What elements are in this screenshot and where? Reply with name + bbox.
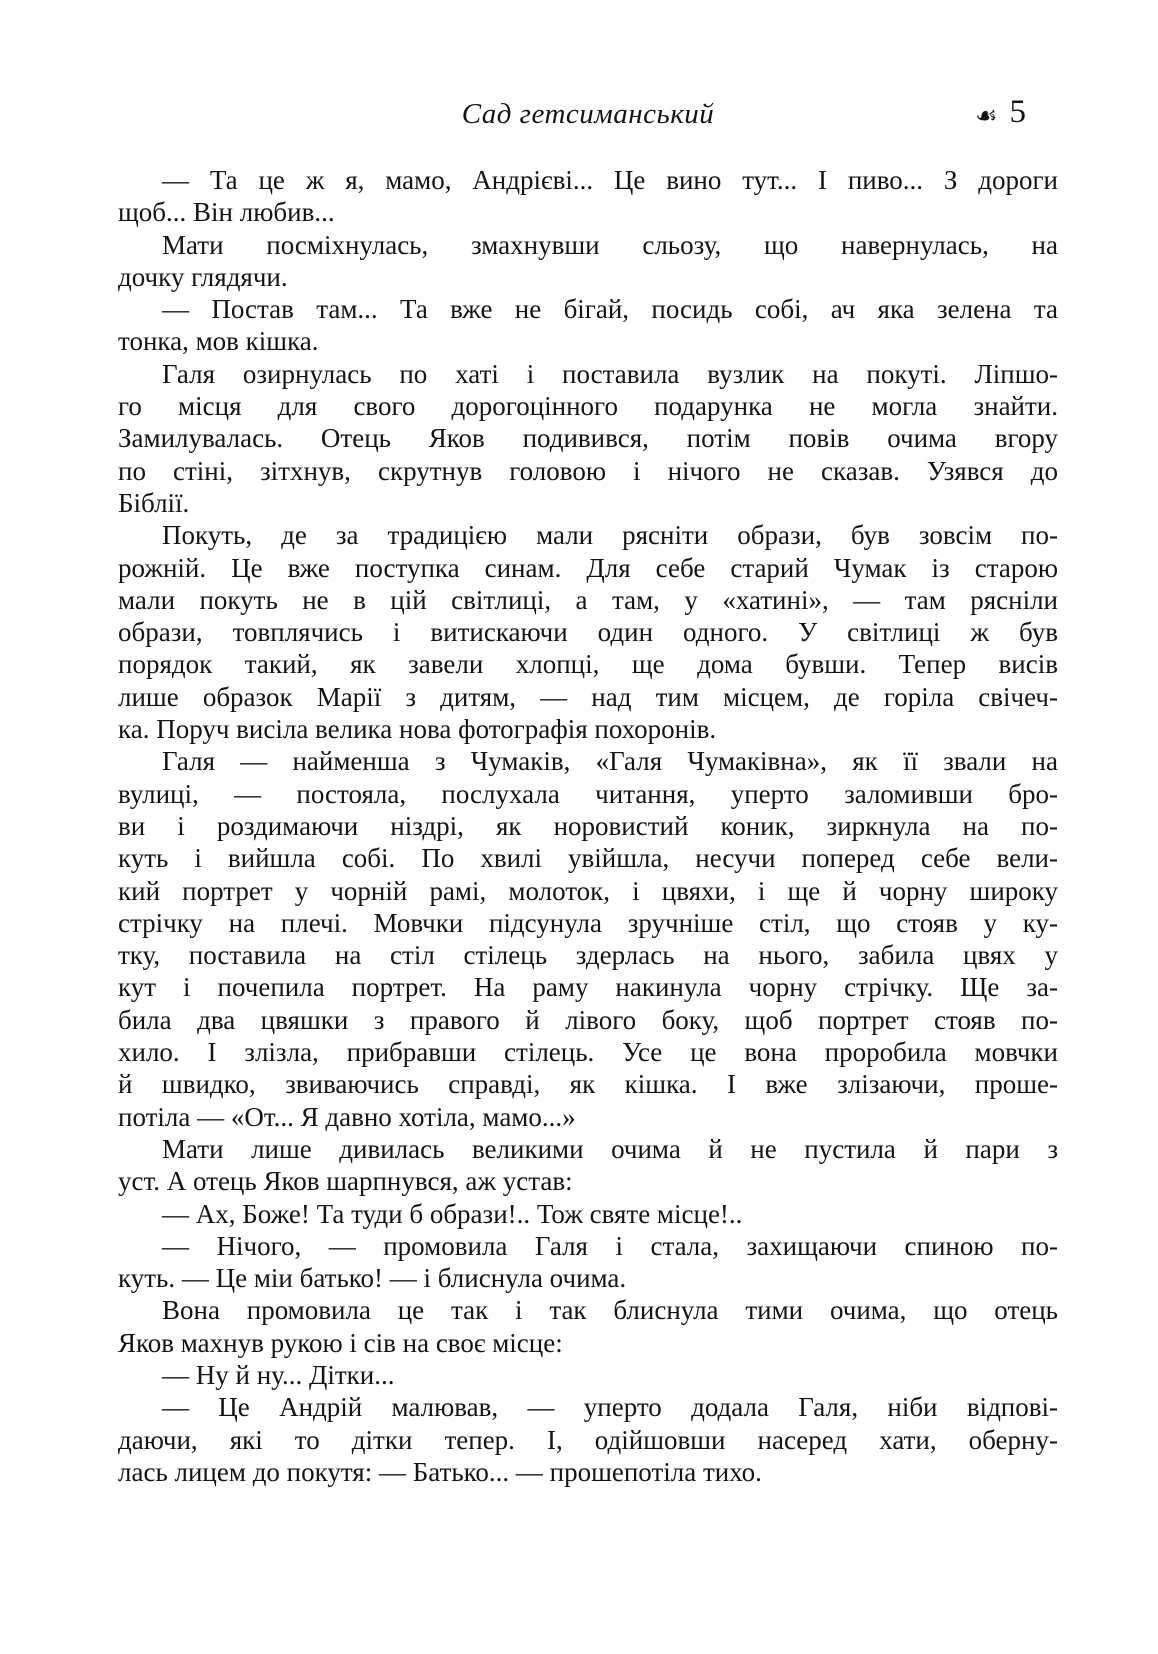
paragraph bbox=[118, 229, 1058, 294]
text-line: кут і почепила портрет. На раму накинула чорну стрічку. Ще за- bbox=[118, 972, 1058, 1003]
paragraph bbox=[118, 745, 1058, 1133]
text-line: Галя — найменша з Чумаків, «Галя Чумаківна», як її звали на bbox=[162, 746, 1058, 777]
text-line: хило. І злізла, прибравши стілець. Усе це вона проробила мовчки bbox=[118, 1037, 1058, 1068]
body-text bbox=[118, 164, 1058, 1488]
text-line: куть. — Це міи батько! — і блиснула очима. bbox=[118, 1263, 627, 1294]
running-title: Сад гетсиманський bbox=[461, 98, 715, 130]
text-line: ви і роздимаючи ніздрі, як норовистий коник, зиркнула на по- bbox=[118, 810, 1058, 841]
text-line: щоб... Він любив... bbox=[118, 197, 335, 228]
text-line: мали покуть не в цій світлиці, а там, у «хатині», — там рясніли bbox=[118, 584, 1058, 615]
paragraph bbox=[118, 1198, 1058, 1230]
text-line: ка. Поруч висіла велика нова фотографія похоронів. bbox=[118, 714, 717, 745]
text-line: била два цвяшки з правого й лівого боку, щоб портрет стояв по- bbox=[118, 1004, 1058, 1035]
paragraph bbox=[118, 519, 1058, 745]
page-number: 5 bbox=[1009, 94, 1026, 130]
text-line: стрічку на плечі. Мовчки підсунула зручніше стіл, що стояв у ку- bbox=[118, 907, 1058, 938]
text-line: Яков махнув рукою і сів на своє місце: bbox=[118, 1327, 563, 1358]
text-line: лась лицем до покутя: — Батько... — прошепотіла тихо. bbox=[118, 1456, 762, 1487]
text-line: даючи, які то дітки тепер. І, одійшовши насеред хати, оберну- bbox=[118, 1424, 1058, 1455]
text-line: кий портрет у чорній рамі, молоток, і цвяхи, і ще й чорну широку bbox=[118, 875, 1058, 906]
text-line: по стіні, зітхнув, скрутнув головою і нічого не сказав. Узявся до bbox=[118, 455, 1058, 486]
text-line: Вона промовила це так і так блиснула тими очима, що отець bbox=[162, 1295, 1058, 1326]
text-line: Біблії. bbox=[118, 487, 190, 518]
text-line: Мати посміхнулась, змахнувши сльозу, що навернулась, на bbox=[162, 229, 1058, 260]
text-line: уст. А отець Яков шарпнувся, аж устав: bbox=[118, 1166, 573, 1197]
fleuron-ornament-icon: ☙ bbox=[975, 101, 998, 130]
text-line: — Постав там... Та вже не бігай, посидь собі, ач яка зелена та bbox=[162, 294, 1058, 325]
text-line: дочку глядячи. bbox=[118, 261, 288, 292]
text-line: й швидко, звиваючись справді, як кішка. І вже злізаючи, проше- bbox=[118, 1069, 1058, 1100]
paragraph bbox=[118, 1230, 1058, 1295]
text-line: куть і вийшла собі. По хвилі увійшла, несучи поперед себе вели- bbox=[118, 843, 1058, 874]
paragraph bbox=[118, 358, 1058, 519]
text-line: потіла — «От... Я давно хотіла, мамо...» bbox=[118, 1101, 576, 1132]
text-line: — Та це ж я, мамо, Андрієві... Це вино тут... І пиво... З дороги bbox=[162, 165, 1058, 195]
page-header bbox=[118, 94, 1058, 134]
text-line: — Нічого, — промовила Галя і стала, захищаючи спиною по- bbox=[162, 1230, 1058, 1261]
text-line: порядок такий, як завели хлопці, ще дома бувши. Тепер висів bbox=[118, 649, 1058, 680]
paragraph bbox=[118, 1294, 1058, 1359]
text-line: — Ну й ну... Дітки... bbox=[162, 1359, 395, 1390]
text-line: образи, товплячись і витискаючи один одного. У світлиці ж був bbox=[118, 617, 1058, 648]
paragraph bbox=[118, 164, 1058, 229]
text-line: тку, поставила на стіл стілець здерлась на нього, забила цвях у bbox=[118, 940, 1058, 971]
text-line: — Ах, Боже! Та туди б образи!.. Тож святе місце!.. bbox=[162, 1198, 743, 1229]
text-line: Галя озирнулась по хаті і поставила вузлик на покуті. Ліпшо- bbox=[162, 358, 1058, 389]
text-line: рожній. Це вже поступка синам. Для себе старий Чумак із старою bbox=[118, 552, 1058, 583]
paragraph bbox=[118, 293, 1058, 358]
paragraph bbox=[118, 1133, 1058, 1198]
text-line: тонка, мов кішка. bbox=[118, 326, 319, 357]
text-line: го місця для свого дорогоцінного подарунка не могла знайти. bbox=[118, 391, 1058, 422]
text-line: — Це Андрій малював, — уперто додала Галя, ніби відпові- bbox=[162, 1392, 1058, 1423]
text-line: Замилувалась. Отець Яков подивився, потім повів очима вгору bbox=[118, 423, 1058, 454]
paragraph bbox=[118, 1391, 1058, 1488]
paragraph bbox=[118, 1359, 1058, 1391]
text-line: лише образок Марії з дитям, — над тим місцем, де горіла свічеч- bbox=[118, 681, 1058, 712]
text-line: Покуть, де за традицією мали рясніти образи, був зовсім по- bbox=[162, 520, 1058, 551]
page-number-group bbox=[975, 96, 1026, 129]
text-line: вулиці, — постояла, послухала читання, уперто заломивши бро- bbox=[118, 778, 1058, 809]
text-line: Мати лише дивилась великими очима й не пустила й пари з bbox=[162, 1133, 1058, 1164]
